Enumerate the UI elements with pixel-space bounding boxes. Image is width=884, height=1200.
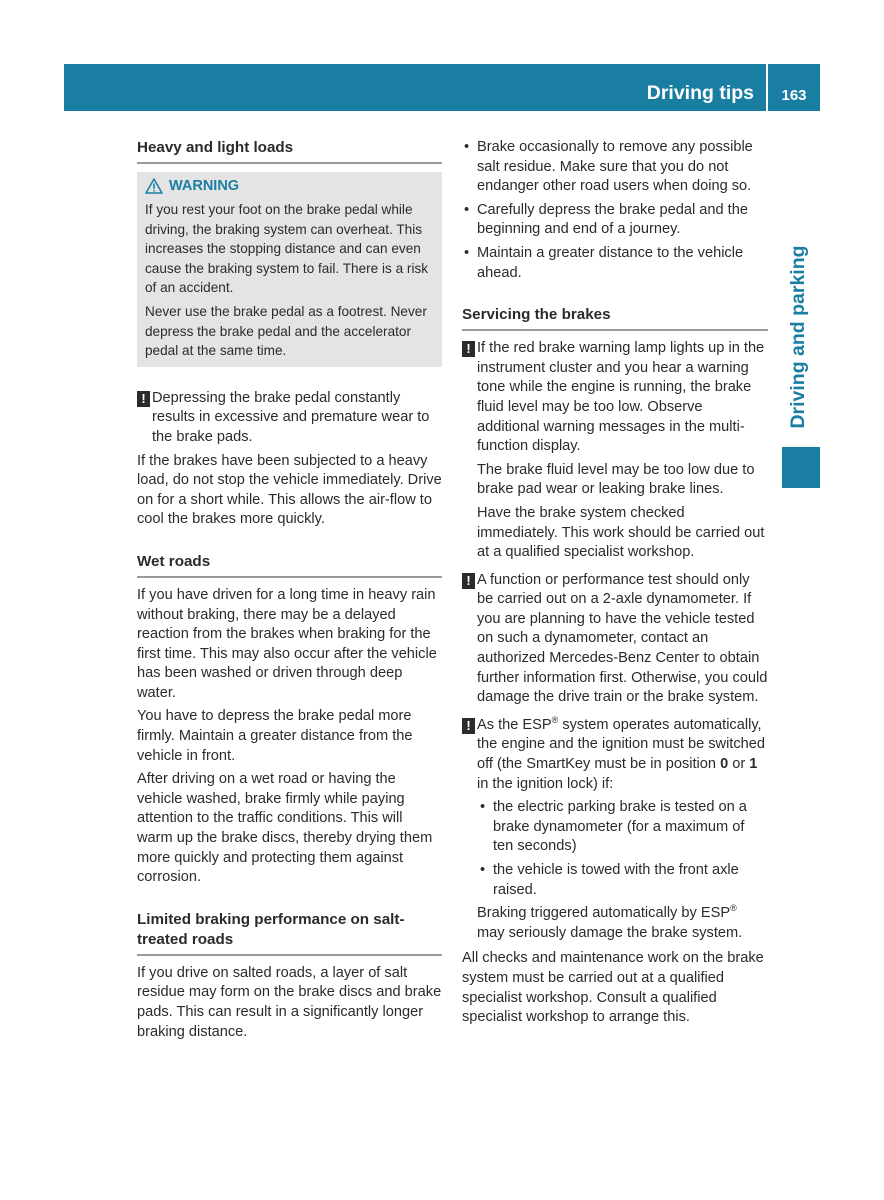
note-text xyxy=(477,714,766,792)
note-continuation xyxy=(462,904,768,943)
limited-braking-heading: Limited braking performance on salt-treated roads xyxy=(137,910,442,956)
body-paragraph: If you have driven for a long time in heavy rain without braking, there may be a delayed reaction from the brakes when braking for the first time. This may also occur after the vehicle has been washed or driven through deep water. xyxy=(137,586,437,701)
note-text-part: Braking triggered automatically by ESP xyxy=(477,905,731,922)
warning-triangle-icon xyxy=(145,178,163,194)
position-zero: 0 xyxy=(720,756,729,773)
body-paragraph: If the brakes have been subjected to a heavy load, do not stop the vehicle immediately. Drive on for a short while. This allows the air-flow to cool the brakes more quickly. xyxy=(137,452,442,528)
list-item: • the vehicle is towed with the front axle raised. xyxy=(462,861,768,900)
note-paragraph xyxy=(137,389,442,448)
body-paragraph: You have to depress the brake pedal more firmly. Maintain a greater distance from the vehicle in front. xyxy=(137,708,413,764)
note-paragraph xyxy=(462,716,768,794)
body-paragraph: After driving on a wet road or having the vehicle washed, brake firmly while paying attention to the traffic conditions. This will warm up the brake discs, thereby drying them more quickly and protecting them against corrosion. xyxy=(137,771,433,886)
servicing-brakes-heading: Servicing the brakes xyxy=(462,305,768,331)
note-text-part: As the ESP xyxy=(477,716,552,733)
warning-box xyxy=(137,172,442,367)
exclamation-icon: ! xyxy=(462,718,475,734)
side-tab-label: Driving and parking xyxy=(787,245,809,429)
body-paragraph: If you drive on salted roads, a layer of salt residue may form on the brake discs and brake pads. This can result in a significantly longer braking distance. xyxy=(137,964,442,1040)
exclamation-icon: ! xyxy=(137,391,150,407)
note-continuation: Have the brake system checked immediately. This work should be carried out at a qualified specialist workshop. xyxy=(477,504,765,561)
body-paragraph: All checks and maintenance work on the brake system must be carried out at a qualified specialist workshop. Consult a qualified specialist workshop to arrange this. xyxy=(462,950,764,1026)
note-text: Depressing the brake pedal constantly results in excessive and premature wear to the brake pads. xyxy=(152,389,430,445)
note-text-part: in the ignition lock) if: xyxy=(477,775,614,792)
note-text-part: or xyxy=(728,756,750,773)
list-item: • Maintain a greater distance to the vehicle ahead. xyxy=(462,244,768,283)
note-paragraph xyxy=(462,339,768,457)
position-one: 1 xyxy=(749,756,758,773)
list-item: • Carefully depress the brake pedal and the beginning and end of a journey. xyxy=(462,201,768,240)
note-text-part: system operates automatically, the engine and the ignition must be switched off (the SmartKey must be in position xyxy=(477,716,766,773)
right-column xyxy=(462,138,768,1032)
warning-label: WARNING xyxy=(169,178,240,194)
header-bar xyxy=(64,64,766,111)
note-paragraph xyxy=(462,571,768,708)
warning-text: If you rest your foot on the brake pedal while driving, the braking system can overheat. This increases the stopping distance and can even cause the braking system to fail. There is a risk of an accident. xyxy=(145,202,429,296)
list-item: • Brake occasionally to remove any possible salt residue. Make sure that you do not endanger other road users when doing so. xyxy=(462,138,768,197)
exclamation-icon: ! xyxy=(462,341,475,357)
heavy-loads-heading: Heavy and light loads xyxy=(137,138,442,164)
exclamation-icon: ! xyxy=(462,573,475,589)
registered-mark: ® xyxy=(551,714,559,725)
warning-header xyxy=(145,176,434,196)
note-text: If the red brake warning lamp lights up in the instrument cluster and you hear a warning tone while the engine is running, the brake fluid level may be too low. Observe additional warning messages in the multi-function display. xyxy=(477,340,765,455)
note-text-part: may seriously damage the brake system. xyxy=(477,924,743,941)
side-tab-marker xyxy=(782,447,820,488)
left-column xyxy=(137,138,442,1046)
list-item: • the electric parking brake is tested on a brake dynamometer (for a maximum of ten seconds) xyxy=(462,798,768,857)
side-tab xyxy=(780,236,816,438)
note-text: A function or performance test should only be carried out on a 2-axle dynamometer. If you are planning to have the vehicle tested on such a dynamometer, contact an authorized Mercedes-Benz Center to obtain further information first. Otherwise, you could damage the drive train or the brake system. xyxy=(477,571,768,706)
note-continuation: The brake fluid level may be too low due to brake pad wear or leaking brake lines. xyxy=(477,461,755,498)
warning-text: Never use the brake pedal as a footrest. Never depress the brake pedal and the accelerator pedal at the same time. xyxy=(145,303,427,359)
registered-mark: ® xyxy=(730,903,737,914)
page-number: 163 xyxy=(768,64,820,111)
wet-roads-heading: Wet roads xyxy=(137,552,442,578)
section-title: Driving tips xyxy=(646,82,754,104)
